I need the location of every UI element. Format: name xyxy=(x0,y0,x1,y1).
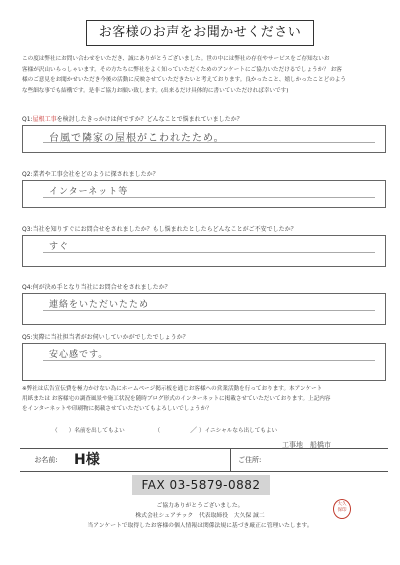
answer-2-box[interactable] xyxy=(22,180,386,208)
question-1-label xyxy=(22,114,386,123)
name-value[interactable]: H様 xyxy=(74,452,100,468)
publication-note xyxy=(22,384,386,415)
question-1-text: を検討したきっかけは何ですか？どんなことで悩まれていましたか？ xyxy=(56,116,243,123)
seal-stamp-line: 大久 xyxy=(337,502,347,507)
address-label: ご住所: xyxy=(238,456,262,464)
question-3-prefix: Q3: xyxy=(22,226,33,233)
footer-privacy: 当アンケートで取得したお客様の個人情報は関係法規に基づき厳正に管理いたします。 xyxy=(87,523,313,529)
answer-4-box[interactable] xyxy=(22,293,386,325)
footer-thanks: ご協力ありがとうございました。 xyxy=(156,503,244,509)
handwritten-location: 工事地 船橋市 xyxy=(282,441,331,449)
answer-1-box[interactable] xyxy=(22,125,386,153)
option-initials[interactable] xyxy=(155,428,306,434)
answer-3-box[interactable] xyxy=(22,235,386,267)
question-2-text: 業者や工事会社をどのように探されましたか？ xyxy=(32,171,159,178)
question-5-text: 実際に当社担当者がお伺いしていかがでしたでしょうか？ xyxy=(32,334,189,341)
question-2 xyxy=(22,169,386,208)
question-1 xyxy=(22,114,386,153)
question-4-prefix: Q4: xyxy=(22,284,33,291)
seal-stamp xyxy=(333,499,351,519)
answer-1-handwriting: 台風で隣家の屋根がこわれたため。 xyxy=(49,133,225,144)
intro-line: 客様が沢山いらっしゃいます。その方たちに弊社をよく知っていただくためのアンケートにご協力いただけるでしょうか？ お客 xyxy=(22,66,342,73)
note-line: をインターネットや印刷物に掲載させていただいてもよろしいでしょうか？ xyxy=(22,406,212,413)
question-2-label xyxy=(22,169,386,178)
intro-line: な些細な事でも結構です。是非ご協力お願い致します。(出来るだけ具体的に書いていただければ幸いです) xyxy=(22,87,289,94)
question-5-prefix: Q5: xyxy=(22,334,33,341)
page-title: お客様のお声をお聞かせください xyxy=(86,20,314,46)
question-1-prefix: Q1: xyxy=(22,116,33,123)
seal-stamp-line: 保印 xyxy=(337,508,347,513)
note-line: ※弊社は広告宣伝費を極力かけない為にホームページ掲示板を通じお客様への営業活動を行っております。本アンケート xyxy=(22,386,323,392)
answer-5-handwriting: 安心感です。 xyxy=(49,350,109,360)
name-label: お名前: xyxy=(34,456,58,464)
question-5 xyxy=(22,332,386,381)
footer-company: 株式会社シェアテック 代表取締役 大久保 誠二 xyxy=(135,513,265,519)
option-initials-checkmark: ／ xyxy=(190,426,198,434)
option-initials-open: （ xyxy=(154,428,161,434)
row-divider xyxy=(230,449,231,471)
answer-2-handwriting: インターネット等 xyxy=(49,187,129,197)
question-2-prefix: Q2: xyxy=(22,171,33,178)
publication-options xyxy=(52,425,333,435)
question-3-label xyxy=(22,224,386,233)
option-full-name[interactable]: （ ）名前を出してもよい xyxy=(52,428,125,434)
question-3-text: 当社を知りすぐにお問合せをされましたか？もし悩まれたとしたらどんなことがご不安でしたか？ xyxy=(32,226,297,233)
fax-number: FAX 03-5879-0882 xyxy=(132,475,270,495)
question-4 xyxy=(22,282,386,325)
question-4-label xyxy=(22,282,386,291)
intro-line: 様のご意見をお聞かせいただき今後の活動に反映させていただきたいと考えております。良かったこと、嬉しかったことどのよう xyxy=(22,77,346,84)
question-1-highlight: 屋根工事 xyxy=(32,116,57,123)
intro-text xyxy=(22,54,384,96)
name-address-row xyxy=(20,448,388,472)
note-line: 用紙または お客様宅の調査風景や施工状況を随時ブログ形式のインターネットに掲載させていただいております。上記内容 xyxy=(22,396,331,403)
option-initials-text: ）イニシャルなら出してもよい xyxy=(199,428,278,434)
answer-5-box[interactable] xyxy=(22,343,386,381)
answer-4-handwriting: 連絡をいただいたため xyxy=(49,300,150,310)
answer-3-handwriting: すぐ xyxy=(49,242,70,252)
question-3 xyxy=(22,224,386,267)
question-4-text: 何が決め手となり当社にお問合せをされましたか？ xyxy=(32,284,171,291)
intro-line: この度は弊社にお問い合わせをいただき、誠にありがとうございました。世の中には弊社の存在やサービスをご存知ないお xyxy=(22,56,330,62)
question-5-label xyxy=(22,332,386,341)
